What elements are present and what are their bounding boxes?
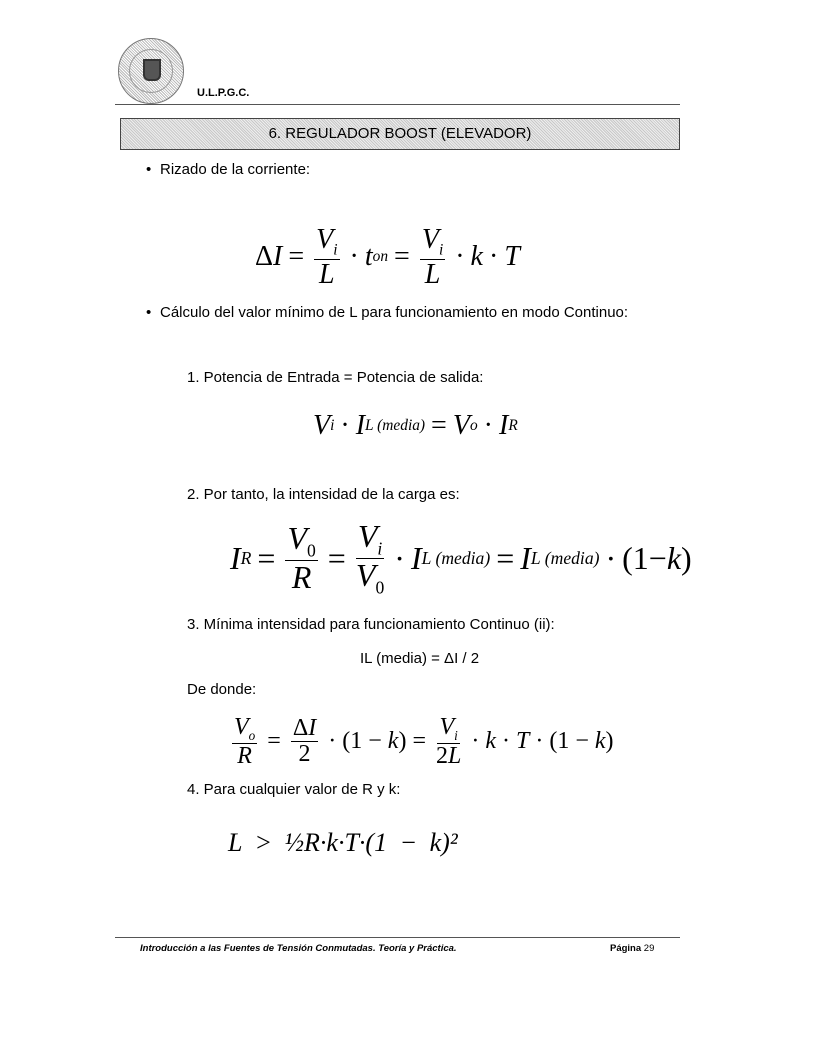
step-1: 1. Potencia de Entrada = Potencia de salida:	[187, 369, 484, 386]
page-number-value: 29	[643, 943, 655, 954]
institution-name: U.L.P.G.C.	[197, 87, 250, 99]
equation-ripple: Δ I = $\frac{V_i}{L}$ · t on = $\frac{V_i}{L}$ · k · T	[255, 224, 520, 290]
step-3: 3. Mínima intensidad para funcionamiento Continuo (ii):	[187, 616, 555, 633]
step-4: 4. Para cualquier valor de R y k:	[187, 781, 401, 798]
page-label: Página	[610, 943, 642, 954]
bullet-ripple: • Rizado de la corriente:	[160, 161, 310, 178]
university-seal-logo	[118, 38, 184, 104]
footer-divider	[115, 937, 680, 938]
page-number	[610, 943, 654, 954]
section-title: 6. REGULADOR BOOST (ELEVADOR)	[120, 118, 680, 150]
de-donde-label: De donde:	[187, 681, 257, 698]
equation-min-current: IL (media) = ΔI / 2	[360, 650, 480, 667]
footer-text: Introducción a las Fuentes de Tensión Conmutadas. Teoría y Práctica.	[140, 943, 457, 954]
equation-l-min: L > ½R·k·T·(1 − k)²	[228, 828, 458, 857]
header-divider	[115, 104, 680, 105]
step-2: 2. Por tanto, la intensidad de la carga es:	[187, 486, 460, 503]
bullet-min-l: • Cálculo del valor mínimo de L para funcionamiento en modo Continuo:	[160, 304, 628, 321]
equation-load-current: I R = $\frac{V_0}{R}$ = $\frac{V_i}{V_0}$ · I L (media) = I L (media) · (1− k )	[230, 518, 692, 598]
equation-vo-r: $\frac{V_o}{R}$ = $\frac{\Delta I}{2}$ · (1 − k ) = $\frac{V_i}{2L}$ · k · T · (1 − k )	[234, 714, 614, 769]
equation-power: V i · I L (media) = V o · I R	[313, 410, 518, 441]
